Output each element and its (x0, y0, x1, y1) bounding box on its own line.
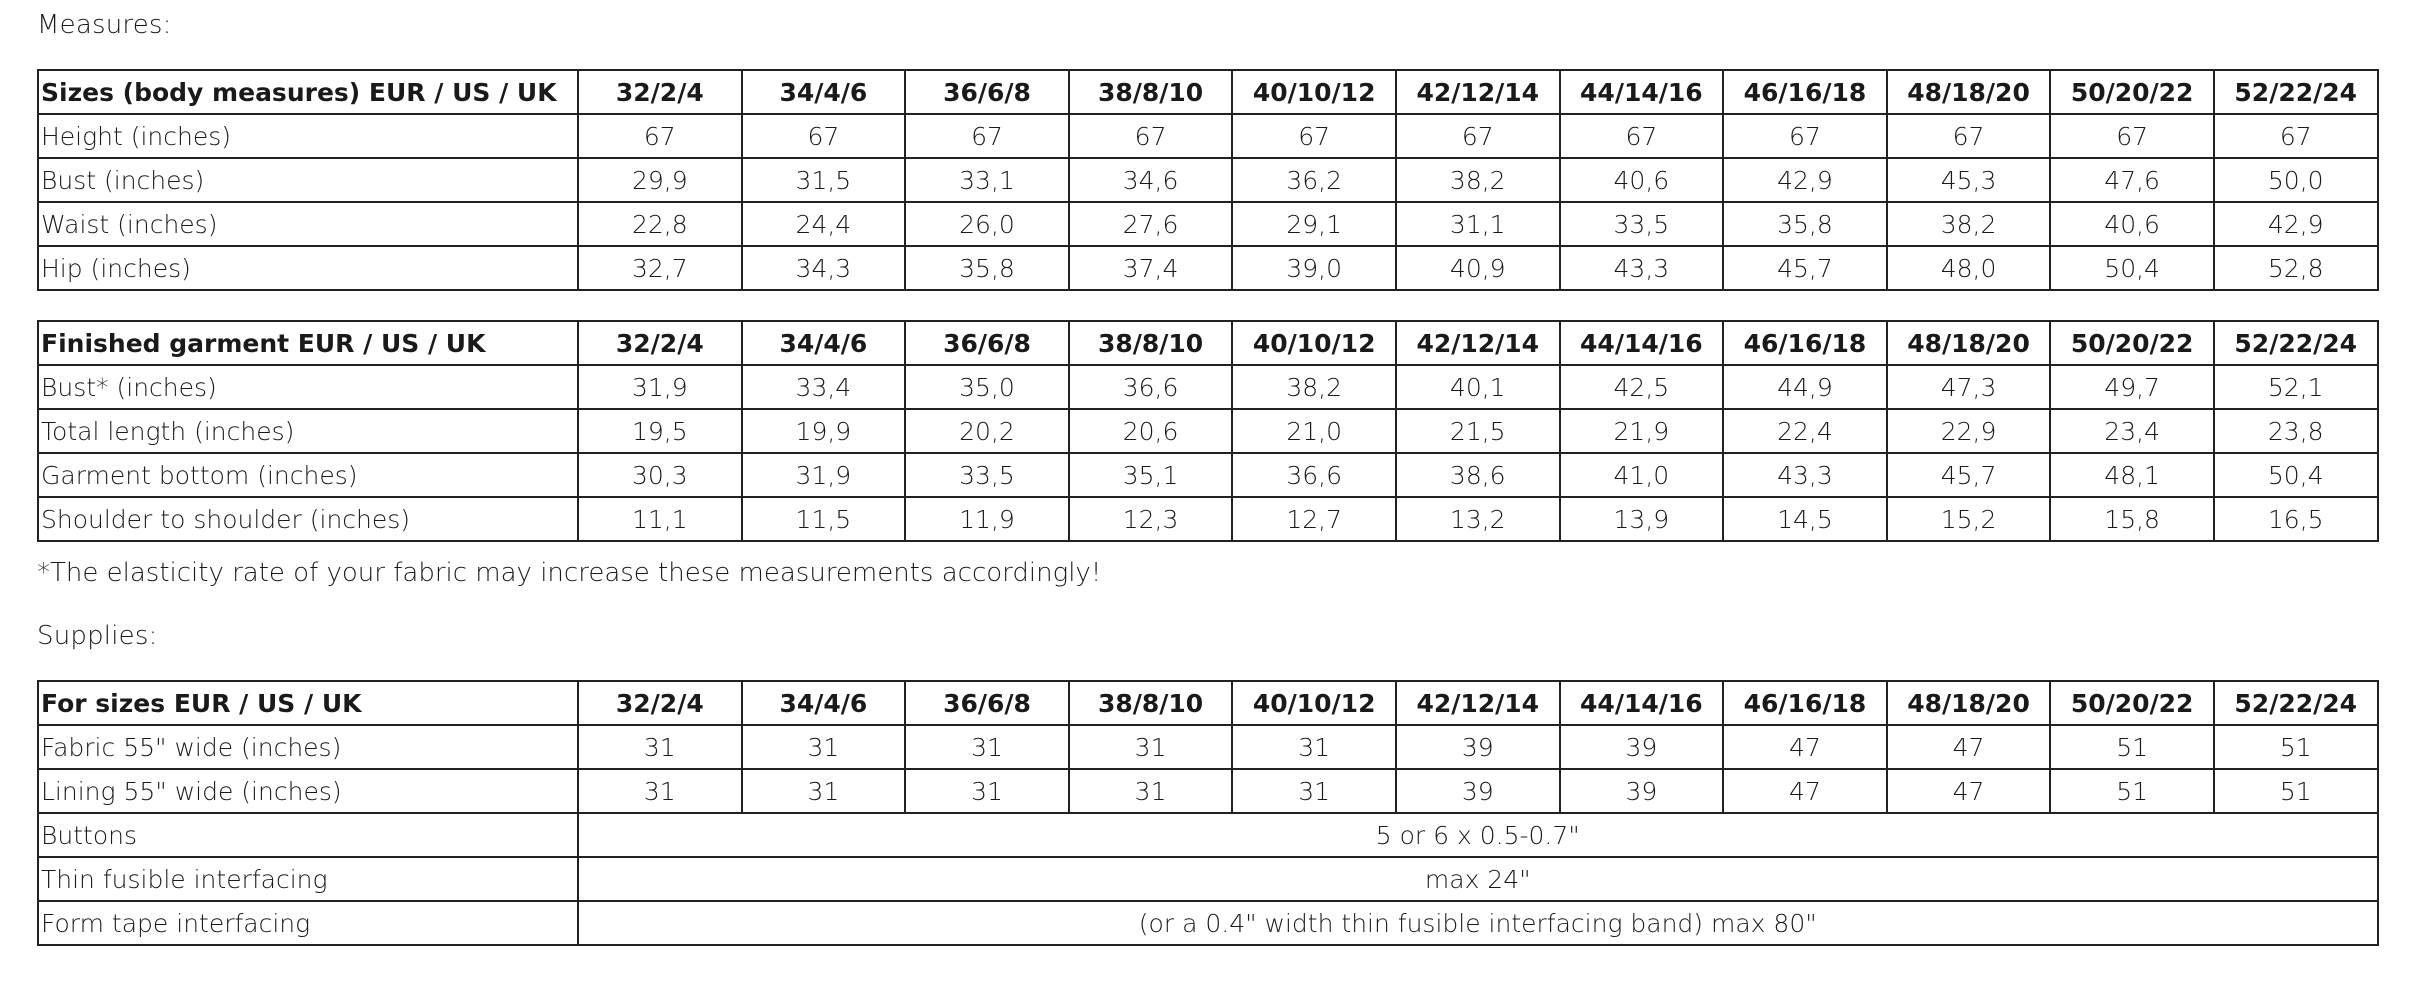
table-cell: 50,4 (2214, 453, 2378, 497)
table-cell: 47 (1887, 725, 2051, 769)
table-cell: 13,2 (1396, 497, 1560, 541)
table-cell: 20,6 (1069, 409, 1233, 453)
table-cell: 40,6 (2050, 202, 2214, 246)
table-cell: 34,6 (1069, 158, 1233, 202)
table-row (38, 497, 2378, 541)
size-header: 36/6/8 (905, 681, 1069, 725)
size-header: 32/2/4 (578, 321, 742, 365)
size-header: 44/14/16 (1560, 70, 1724, 114)
size-header: 40/10/12 (1232, 321, 1396, 365)
table-cell: 47 (1723, 725, 1887, 769)
table-cell: 40,6 (1560, 158, 1724, 202)
table-cell: 67 (1560, 114, 1724, 158)
table-cell: 67 (578, 114, 742, 158)
table-cell: 31,9 (742, 453, 906, 497)
table-cell: 16,5 (2214, 497, 2378, 541)
table-cell: 52,1 (2214, 365, 2378, 409)
size-header: 52/22/24 (2214, 681, 2378, 725)
table-row (38, 409, 2378, 453)
table-cell: 33,4 (742, 365, 906, 409)
table-cell: 24,4 (742, 202, 906, 246)
size-header: 46/16/18 (1723, 681, 1887, 725)
finished-garment-table (37, 320, 2379, 542)
table-cell-merged: (or a 0.4" width thin fusible interfacing band) max 80" (578, 901, 2378, 945)
table-cell: 40,1 (1396, 365, 1560, 409)
table-cell: 39,0 (1232, 246, 1396, 290)
table-cell: 27,6 (1069, 202, 1233, 246)
size-header: 42/12/14 (1396, 321, 1560, 365)
table-cell: 36,6 (1069, 365, 1233, 409)
table-cell: 35,1 (1069, 453, 1233, 497)
table-cell: 31 (742, 725, 906, 769)
table-cell: 11,5 (742, 497, 906, 541)
table-cell: 42,9 (1723, 158, 1887, 202)
table-cell: 67 (905, 114, 1069, 158)
table-cell: 51 (2050, 769, 2214, 813)
size-header: 52/22/24 (2214, 70, 2378, 114)
size-header: 44/14/16 (1560, 321, 1724, 365)
row-label: Fabric 55" wide (inches) (38, 725, 578, 769)
table-cell-merged: 5 or 6 x 0.5-0.7" (578, 813, 2378, 857)
table-row (38, 246, 2378, 290)
measures-heading: Measures: (37, 10, 172, 40)
table-cell: 67 (1887, 114, 2051, 158)
table-cell: 31,5 (742, 158, 906, 202)
supplies-heading: Supplies: (37, 621, 158, 651)
table-cell: 12,3 (1069, 497, 1233, 541)
table-cell: 11,9 (905, 497, 1069, 541)
size-header: 50/20/22 (2050, 321, 2214, 365)
table-cell: 45,3 (1887, 158, 2051, 202)
table-cell: 36,2 (1232, 158, 1396, 202)
supplies-header-row (38, 681, 2378, 725)
row-label: Buttons (38, 813, 578, 857)
table-cell: 44,9 (1723, 365, 1887, 409)
table-row (38, 725, 2378, 769)
table-cell: 20,2 (905, 409, 1069, 453)
row-label: Bust* (inches) (38, 365, 578, 409)
table-cell: 32,7 (578, 246, 742, 290)
size-header: 34/4/6 (742, 681, 906, 725)
size-header: 48/18/20 (1887, 681, 2051, 725)
table-cell: 14,5 (1723, 497, 1887, 541)
row-label: Bust (inches) (38, 158, 578, 202)
table-cell: 67 (2214, 114, 2378, 158)
table-cell: 11,1 (578, 497, 742, 541)
body-measures-table (37, 69, 2379, 291)
size-header: 46/16/18 (1723, 321, 1887, 365)
table-cell: 38,2 (1887, 202, 2051, 246)
table-cell: 23,8 (2214, 409, 2378, 453)
table-cell: 51 (2214, 769, 2378, 813)
table-cell: 21,5 (1396, 409, 1560, 453)
size-header: 42/12/14 (1396, 681, 1560, 725)
size-header: 36/6/8 (905, 321, 1069, 365)
table-cell: 43,3 (1560, 246, 1724, 290)
table-cell: 67 (742, 114, 906, 158)
table-cell: 31 (1069, 725, 1233, 769)
table-cell: 47 (1887, 769, 2051, 813)
table-cell: 35,8 (905, 246, 1069, 290)
table-cell: 33,1 (905, 158, 1069, 202)
row-label: Height (inches) (38, 114, 578, 158)
size-header: 48/18/20 (1887, 70, 2051, 114)
table-cell-merged: max 24" (578, 857, 2378, 901)
table-cell: 45,7 (1723, 246, 1887, 290)
row-label: Waist (inches) (38, 202, 578, 246)
row-label: Lining 55" wide (inches) (38, 769, 578, 813)
table-cell: 67 (1723, 114, 1887, 158)
table-cell: 22,4 (1723, 409, 1887, 453)
table-row (38, 813, 2378, 857)
table-cell: 31 (905, 769, 1069, 813)
size-header: 52/22/24 (2214, 321, 2378, 365)
table-cell: 49,7 (2050, 365, 2214, 409)
table-cell: 36,6 (1232, 453, 1396, 497)
row-label: Total length (inches) (38, 409, 578, 453)
table-cell: 51 (2214, 725, 2378, 769)
table-cell: 39 (1396, 725, 1560, 769)
table-cell: 34,3 (742, 246, 906, 290)
table-cell: 21,9 (1560, 409, 1724, 453)
table-cell: 40,9 (1396, 246, 1560, 290)
table-cell: 67 (1069, 114, 1233, 158)
size-header: 38/8/10 (1069, 321, 1233, 365)
table-cell: 38,6 (1396, 453, 1560, 497)
size-header: 38/8/10 (1069, 70, 1233, 114)
table-cell: 29,1 (1232, 202, 1396, 246)
table-cell: 31 (578, 725, 742, 769)
size-header: 34/4/6 (742, 321, 906, 365)
table-cell: 38,2 (1396, 158, 1560, 202)
table-cell: 15,8 (2050, 497, 2214, 541)
size-header: 48/18/20 (1887, 321, 2051, 365)
table-cell: 31,1 (1396, 202, 1560, 246)
size-header: 32/2/4 (578, 681, 742, 725)
supplies-table (37, 680, 2379, 946)
table-row (38, 365, 2378, 409)
size-header: 40/10/12 (1232, 70, 1396, 114)
table-cell: 19,9 (742, 409, 906, 453)
table-cell: 30,3 (578, 453, 742, 497)
table-cell: 33,5 (905, 453, 1069, 497)
table-cell: 42,9 (2214, 202, 2378, 246)
table-row (38, 114, 2378, 158)
size-header: 36/6/8 (905, 70, 1069, 114)
size-header: 50/20/22 (2050, 681, 2214, 725)
table-cell: 47,6 (2050, 158, 2214, 202)
row-label: Garment bottom (inches) (38, 453, 578, 497)
table-row (38, 901, 2378, 945)
table-cell: 29,9 (578, 158, 742, 202)
table-cell: 51 (2050, 725, 2214, 769)
size-header: 50/20/22 (2050, 70, 2214, 114)
table-cell: 31 (905, 725, 1069, 769)
size-header: 34/4/6 (742, 70, 906, 114)
table-cell: 39 (1396, 769, 1560, 813)
table-cell: 50,4 (2050, 246, 2214, 290)
body-header-row (38, 70, 2378, 114)
garment-header-row (38, 321, 2378, 365)
table-cell: 37,4 (1069, 246, 1233, 290)
table-row (38, 857, 2378, 901)
table-row (38, 769, 2378, 813)
supplies-header-label: For sizes EUR / US / UK (38, 681, 578, 725)
table-row (38, 202, 2378, 246)
table-cell: 23,4 (2050, 409, 2214, 453)
elasticity-footnote: *The elasticity rate of your fabric may increase these measurements accordingly! (37, 558, 1102, 588)
size-header: 42/12/14 (1396, 70, 1560, 114)
table-cell: 15,2 (1887, 497, 2051, 541)
table-cell: 31 (1069, 769, 1233, 813)
table-cell: 48,0 (1887, 246, 2051, 290)
table-cell: 45,7 (1887, 453, 2051, 497)
table-row (38, 453, 2378, 497)
row-label: Form tape interfacing (38, 901, 578, 945)
garment-header-label: Finished garment EUR / US / UK (38, 321, 578, 365)
table-cell: 42,5 (1560, 365, 1724, 409)
table-cell: 50,0 (2214, 158, 2378, 202)
body-header-label: Sizes (body measures) EUR / US / UK (38, 70, 578, 114)
size-header: 38/8/10 (1069, 681, 1233, 725)
table-cell: 41,0 (1560, 453, 1724, 497)
table-cell: 67 (1232, 114, 1396, 158)
table-cell: 52,8 (2214, 246, 2378, 290)
size-header: 44/14/16 (1560, 681, 1724, 725)
row-label: Hip (inches) (38, 246, 578, 290)
table-cell: 12,7 (1232, 497, 1396, 541)
table-cell: 22,8 (578, 202, 742, 246)
table-cell: 31 (742, 769, 906, 813)
table-cell: 67 (1396, 114, 1560, 158)
table-cell: 33,5 (1560, 202, 1724, 246)
size-header: 40/10/12 (1232, 681, 1396, 725)
table-cell: 35,8 (1723, 202, 1887, 246)
table-cell: 31 (578, 769, 742, 813)
table-row (38, 158, 2378, 202)
table-cell: 35,0 (905, 365, 1069, 409)
table-cell: 31,9 (578, 365, 742, 409)
table-cell: 43,3 (1723, 453, 1887, 497)
table-cell: 48,1 (2050, 453, 2214, 497)
table-cell: 38,2 (1232, 365, 1396, 409)
table-cell: 47,3 (1887, 365, 2051, 409)
table-cell: 47 (1723, 769, 1887, 813)
table-cell: 19,5 (578, 409, 742, 453)
table-cell: 22,9 (1887, 409, 2051, 453)
table-cell: 39 (1560, 769, 1724, 813)
row-label: Shoulder to shoulder (inches) (38, 497, 578, 541)
table-cell: 67 (2050, 114, 2214, 158)
table-cell: 26,0 (905, 202, 1069, 246)
table-cell: 13,9 (1560, 497, 1724, 541)
size-header: 32/2/4 (578, 70, 742, 114)
table-cell: 31 (1232, 725, 1396, 769)
table-cell: 39 (1560, 725, 1724, 769)
table-cell: 21,0 (1232, 409, 1396, 453)
table-cell: 31 (1232, 769, 1396, 813)
row-label: Thin fusible interfacing (38, 857, 578, 901)
size-header: 46/16/18 (1723, 70, 1887, 114)
